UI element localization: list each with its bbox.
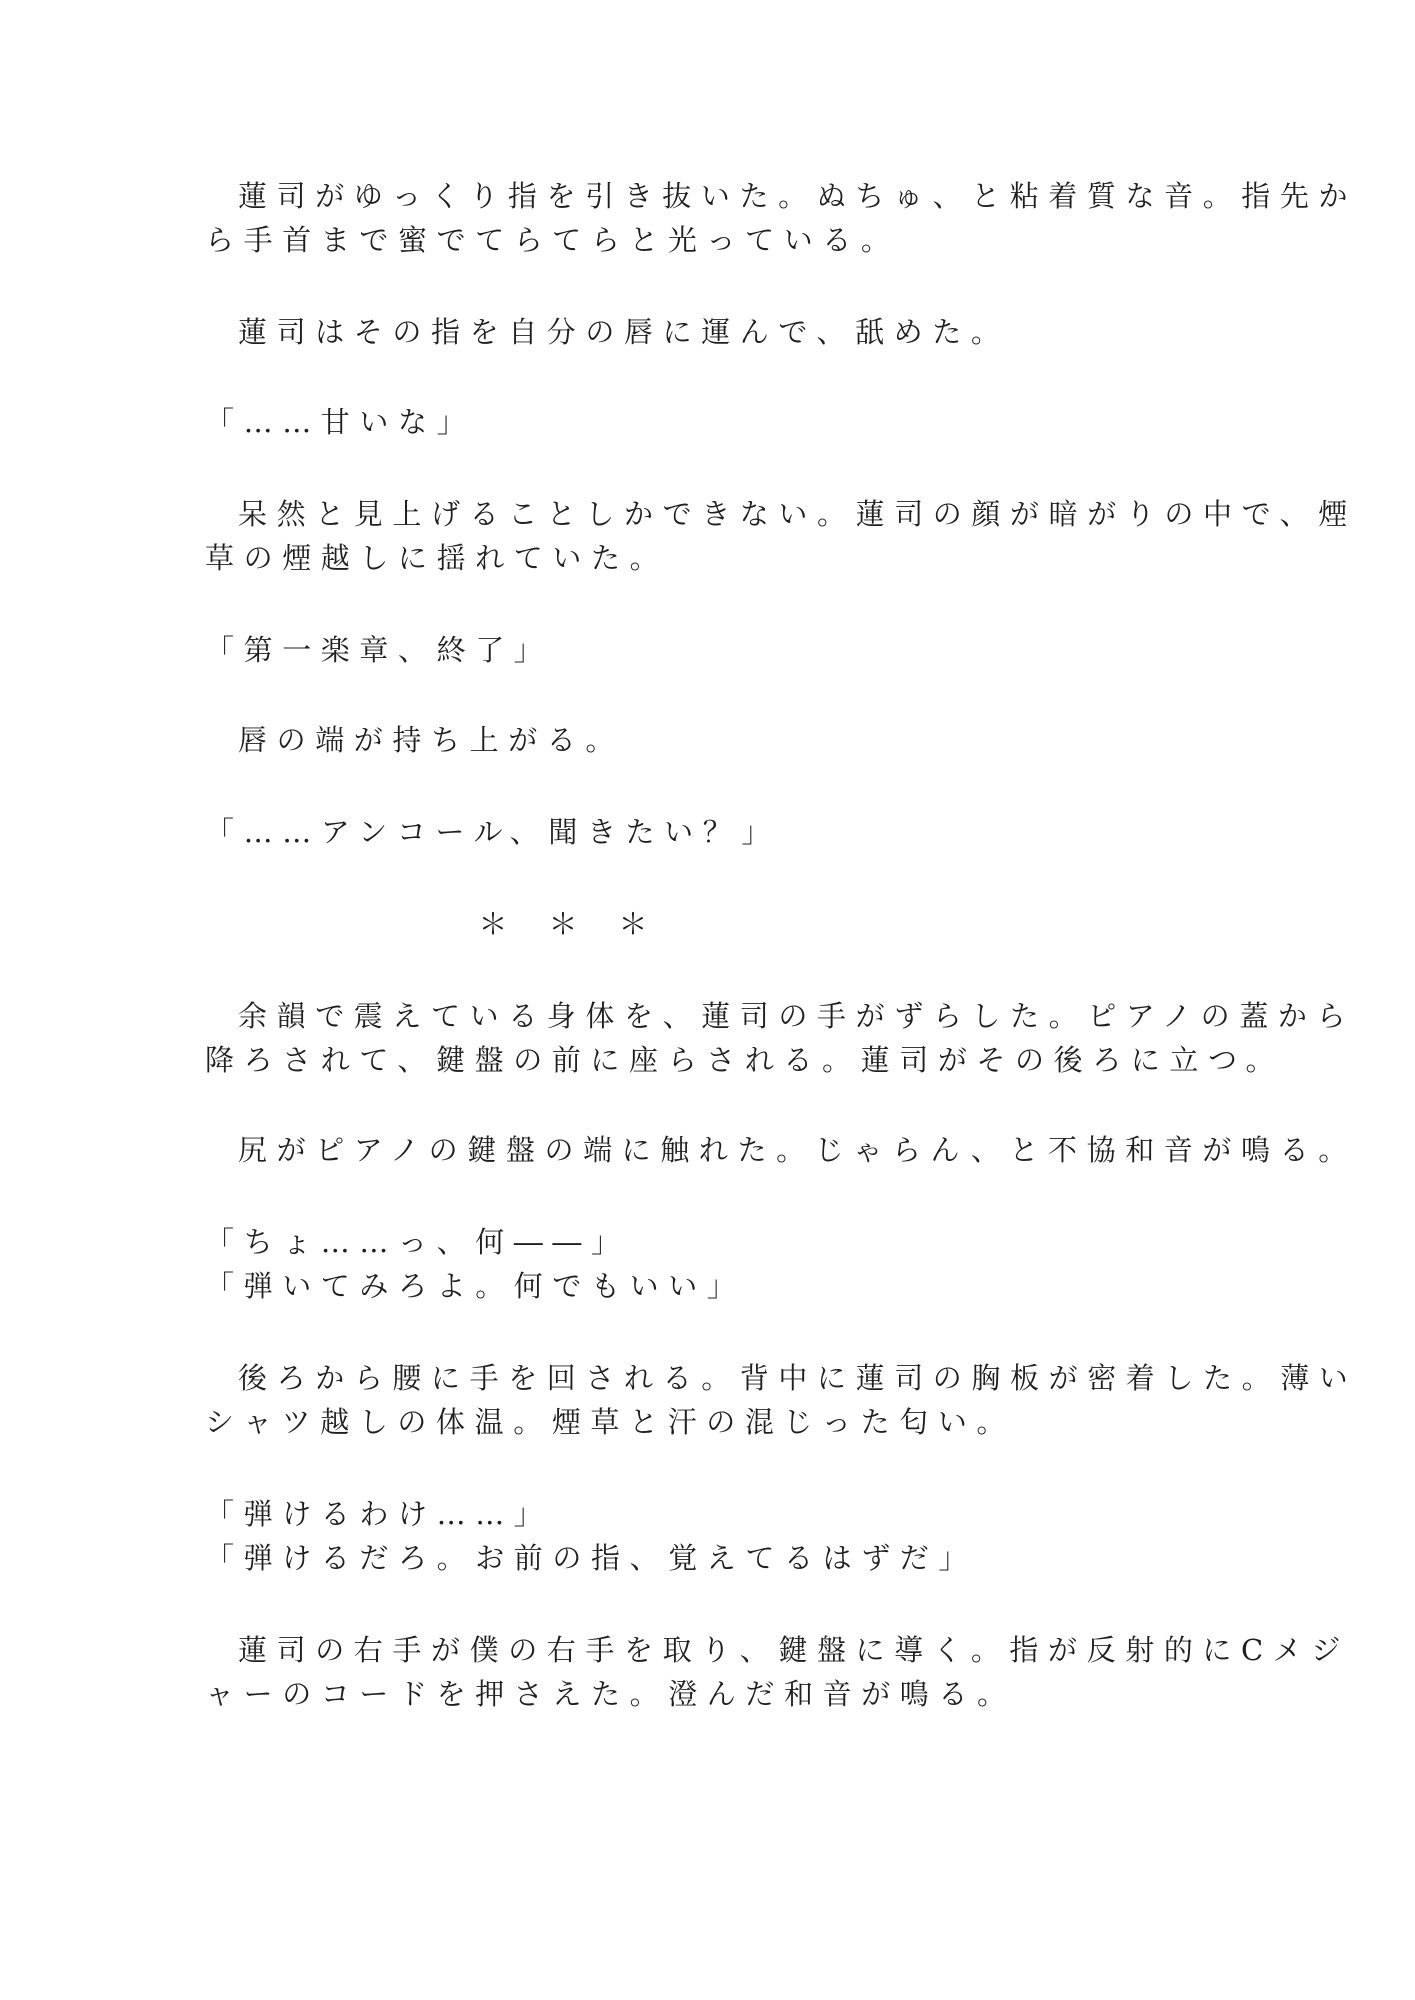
- dialogue-line: 「……アンコール、聞きたい？」: [205, 815, 780, 849]
- paragraph-line: 草の煙越しに揺れていた。: [205, 541, 669, 575]
- scene-break-mark: ＊: [618, 907, 648, 941]
- dialogue-line: 「弾いてみろよ。何でもいい」: [205, 1269, 746, 1303]
- scene-break: [458, 904, 668, 944]
- paragraph-line: 呆然と見上げることしかできない。蓮司の顔が暗がりの中で、煙: [238, 497, 1357, 531]
- dialogue-line: 「ちょ……っ、何――」: [205, 1225, 630, 1259]
- paragraph-line: 蓮司がゆっくり指を引き抜いた。ぬちゅ、と粘着質な音。指先か: [238, 179, 1358, 213]
- paragraph-line: 後ろから腰に手を回される。背中に蓮司の胸板が密着した。薄い: [238, 1361, 1358, 1395]
- paragraph-line: 降ろされて、鍵盤の前に座らされる。蓮司がその後ろに立つ。: [205, 1043, 1285, 1077]
- paragraph-line: 蓮司の右手が僕の右手を取り、鍵盤に導く。指が反射的にCメジ: [238, 1633, 1351, 1667]
- paragraph-line: ャーのコードを押さえた。澄んだ和音が鳴る。: [205, 1677, 1016, 1711]
- paragraph-line: 尻がピアノの鍵盤の端に触れた。じゃらん、と不協和音が鳴る。: [238, 1133, 1357, 1167]
- dialogue-line: 「弾けるわけ……」: [205, 1497, 553, 1531]
- paragraph-line: シャツ越しの体温。煙草と汗の混じった匂い。: [205, 1405, 1016, 1439]
- paragraph-line: 唇の端が持ち上がる。: [238, 723, 625, 757]
- paragraph-line: 余韻で震えている身体を、蓮司の手がずらした。ピアノの蓋から: [238, 999, 1356, 1033]
- dialogue-line: 「弾けるだろ。お前の指、覚えてるはずだ」: [205, 1541, 978, 1575]
- dialogue-line: 「第一楽章、終了」: [205, 633, 553, 667]
- scene-break-mark: ＊: [478, 907, 508, 941]
- scene-break-mark: ＊: [548, 907, 578, 941]
- paragraph-line: 蓮司はその指を自分の唇に運んで、舐めた。: [238, 315, 1010, 349]
- dialogue-line: 「……甘いな」: [205, 405, 476, 439]
- paragraph-line: ら手首まで蜜でてらてらと光っている。: [205, 223, 900, 257]
